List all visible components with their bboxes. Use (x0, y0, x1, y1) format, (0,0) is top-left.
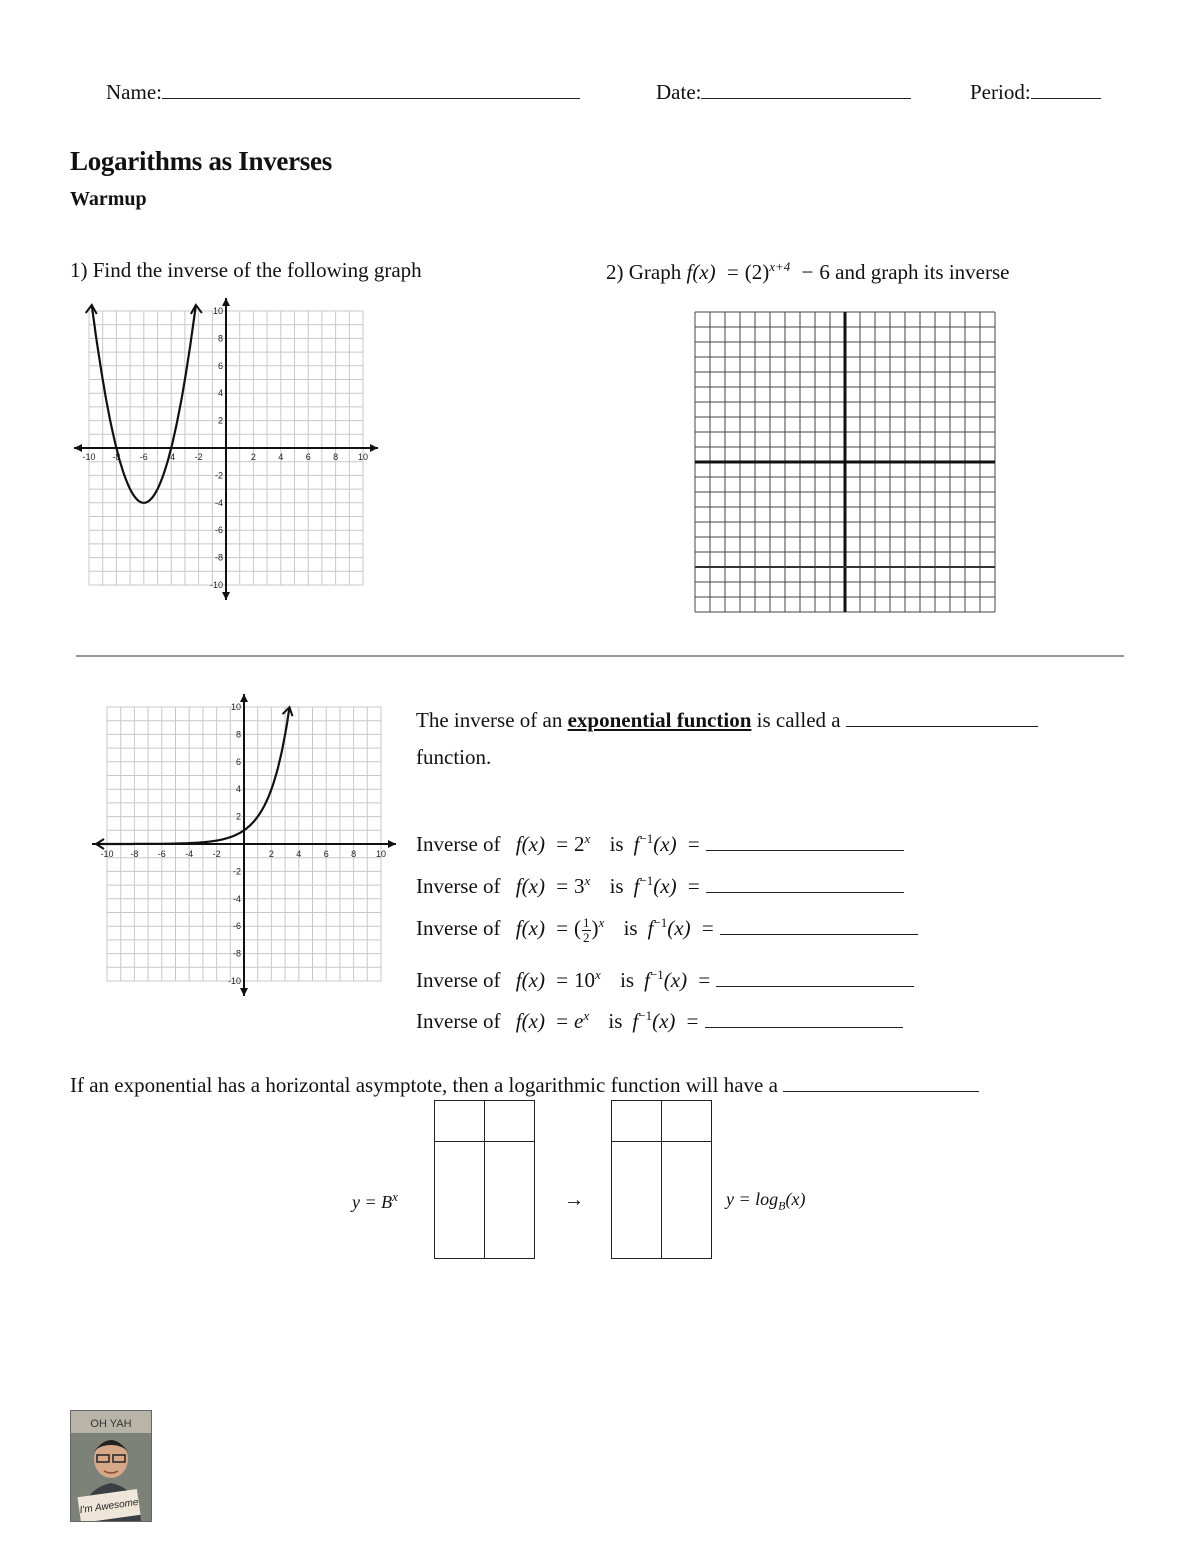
x-tick-label: -4 (167, 452, 176, 462)
y-tick-label: 6 (217, 360, 223, 371)
q2-prompt (606, 260, 1010, 283)
table-header-divider (612, 1141, 711, 1142)
log-table-label (726, 1190, 805, 1212)
fraction-denominator: 2 (583, 929, 590, 945)
y-tick-label: -4 (232, 893, 241, 904)
y-tick-label: 10 (230, 702, 241, 712)
log-table[interactable] (611, 1100, 712, 1259)
row-finv: f (633, 832, 640, 857)
row-is: is (609, 832, 624, 857)
row-eq2: = (687, 832, 700, 857)
row-fraction (582, 916, 591, 944)
date-label: Date: (656, 80, 702, 105)
q2-grid (695, 312, 995, 612)
row-answer-blank[interactable] (705, 1005, 903, 1028)
exp-label-text: y = B (352, 1192, 393, 1212)
row-base: 10 (574, 968, 596, 993)
asymptote-blank[interactable] (783, 1069, 979, 1092)
x-tick-label: 2 (268, 849, 274, 859)
page-title: Logarithms as Inverses (70, 146, 332, 176)
row-paren-close: ) (591, 916, 599, 941)
page-subtitle: Warmup (70, 188, 147, 210)
row-exp: x (584, 831, 591, 847)
row-finv: f (633, 874, 640, 899)
q1-prompt: 1) Find the inverse of the following graph (70, 258, 422, 282)
inverse-statement (416, 704, 1038, 731)
name-blank[interactable] (162, 76, 580, 99)
log-label-base: B (778, 1198, 786, 1213)
row-lead: Inverse of (416, 1009, 501, 1034)
row-eq: = (556, 916, 569, 941)
row-finv-arg: (x) (663, 968, 688, 993)
y-tick-label: 10 (212, 306, 223, 316)
row-fx: f(x) (515, 832, 545, 857)
x-tick-label: 6 (305, 452, 311, 462)
inverse-row (416, 828, 904, 855)
q1-graph (70, 292, 385, 604)
row-answer-blank[interactable] (706, 828, 904, 851)
stmt-start: The inverse of an (416, 708, 563, 733)
log-label-start: y = log (726, 1189, 779, 1209)
row-fx: f(x) (515, 916, 545, 941)
row-exp: x (583, 1008, 590, 1024)
x-tick-label: -4 (185, 849, 194, 859)
x-tick-label: -2 (212, 849, 221, 859)
row-finv: f (644, 968, 650, 993)
row-answer-blank[interactable] (716, 964, 914, 987)
section-divider (76, 655, 1124, 657)
stmt-end: is called a (756, 708, 841, 733)
x-tick-label: -2 (194, 452, 203, 462)
name-field[interactable] (106, 76, 580, 103)
photo-illustration (71, 1411, 151, 1521)
x-tick-label: -8 (130, 849, 139, 859)
inverse-row (416, 912, 918, 944)
x-tick-label: -10 (82, 452, 96, 462)
row-paren-open: ( (574, 916, 582, 941)
row-finv-arg: (x) (667, 916, 691, 941)
y-tick-label: -2 (214, 470, 223, 481)
y-tick-label: -6 (214, 525, 223, 536)
inverse-row (416, 870, 904, 897)
y-tick-label: -8 (232, 948, 241, 959)
row-finv-arg: (x) (652, 1009, 676, 1034)
exp-table[interactable] (434, 1100, 535, 1259)
row-base: 2 (574, 832, 585, 857)
row-is: is (620, 968, 635, 993)
x-tick-label: 6 (323, 849, 329, 859)
row-finv-exp: −1 (639, 873, 654, 889)
q2-blank-graph[interactable] (694, 311, 996, 613)
row-is: is (623, 916, 638, 941)
q2-fx: f(x) (686, 260, 716, 284)
stmt-emphasis: exponential function (567, 708, 752, 733)
y-tick-label: 8 (235, 729, 241, 740)
y-tick-label: 4 (217, 388, 223, 399)
x-tick-label: -8 (112, 452, 121, 462)
row-base: e (574, 1009, 584, 1034)
date-blank[interactable] (701, 76, 911, 99)
q2-equals: = (726, 260, 739, 284)
x-tick-label: 2 (250, 452, 256, 462)
row-finv-exp: −1 (638, 1008, 653, 1024)
row-fx: f(x) (515, 968, 545, 993)
x-tick-label: 10 (375, 849, 387, 859)
row-finv: f (632, 1009, 639, 1034)
period-label: Period: (970, 80, 1031, 105)
stmt-blank[interactable] (846, 704, 1038, 727)
y-tick-label: 2 (217, 415, 223, 426)
photo-top-text: OH YAH (90, 1418, 132, 1430)
student-photo (70, 1410, 152, 1522)
arrow-symbol: → (564, 1189, 584, 1211)
row-eq: = (556, 832, 569, 857)
period-blank[interactable] (1031, 76, 1101, 99)
asymptote-text: If an exponential has a horizontal asymptote, then a logarithmic function will have a (70, 1073, 778, 1098)
row-finv-exp: −1 (639, 831, 654, 847)
row-exp: x (584, 873, 591, 889)
row-answer-blank[interactable] (706, 870, 904, 893)
exp-curve (96, 709, 289, 844)
q2-base: (2) (744, 260, 770, 284)
row-eq2: = (686, 1009, 699, 1034)
row-finv-arg: (x) (653, 832, 677, 857)
row-finv-exp: −1 (653, 915, 668, 931)
row-lead: Inverse of (416, 916, 501, 941)
inverse-row (416, 1005, 903, 1032)
row-is: is (609, 874, 624, 899)
fraction-numerator: 1 (583, 915, 590, 931)
row-finv-exp: −1 (649, 967, 664, 983)
exp-table-label (352, 1190, 398, 1211)
inverse-row (416, 964, 914, 991)
y-tick-label: -8 (214, 552, 223, 563)
row-lead: Inverse of (416, 874, 501, 899)
row-eq2: = (698, 968, 711, 993)
q2-minus: − (801, 260, 814, 284)
row-eq: = (556, 968, 569, 993)
q2-exponent: x+4 (769, 259, 791, 274)
date-field[interactable] (656, 76, 911, 103)
row-fx: f(x) (515, 1009, 545, 1034)
asymptote-statement (70, 1069, 979, 1096)
table-col-divider (484, 1101, 485, 1258)
row-answer-blank[interactable] (720, 912, 918, 935)
q2-prompt-start: 2) Graph (606, 260, 682, 284)
period-field[interactable] (970, 76, 1101, 103)
table-col-divider (661, 1101, 662, 1258)
y-tick-label: -6 (232, 921, 241, 932)
exp-graph (88, 690, 400, 1000)
y-tick-label: -10 (209, 580, 223, 590)
photo-sign-text: I'm Awesome (79, 1496, 140, 1517)
x-tick-label: 10 (357, 452, 369, 462)
y-tick-label: 6 (235, 756, 241, 767)
table-header-divider (435, 1141, 534, 1142)
row-is: is (608, 1009, 623, 1034)
row-finv: f (647, 916, 654, 941)
log-label-end: (x) (785, 1189, 806, 1209)
row-lead: Inverse of (416, 832, 501, 857)
row-exp: x (595, 967, 601, 983)
name-label: Name: (106, 80, 162, 105)
y-tick-label: -2 (232, 866, 241, 877)
row-eq: = (556, 1009, 569, 1034)
y-tick-label: -10 (227, 976, 241, 986)
row-lead: Inverse of (416, 968, 501, 993)
y-tick-label: 8 (217, 333, 223, 344)
row-finv-arg: (x) (653, 874, 677, 899)
y-tick-label: -4 (214, 497, 223, 508)
x-tick-label: 4 (296, 849, 302, 859)
x-tick-label: -10 (100, 849, 114, 859)
row-fx: f(x) (515, 874, 545, 899)
row-eq2: = (701, 916, 714, 941)
x-tick-label: 8 (351, 849, 357, 859)
y-tick-label: 4 (235, 784, 241, 795)
row-exp: x (598, 915, 605, 931)
x-tick-label: -6 (139, 452, 148, 462)
exp-label-exponent: x (392, 1189, 398, 1204)
exp-curve-arrows (96, 707, 292, 849)
row-base: 3 (574, 874, 585, 899)
y-tick-label: 2 (235, 811, 241, 822)
x-tick-label: -6 (157, 849, 166, 859)
x-tick-label: 4 (278, 452, 284, 462)
q2-rest: 6 and graph its inverse (819, 260, 1010, 284)
stmt-line2: function. (416, 745, 492, 769)
x-tick-label: 8 (333, 452, 339, 462)
row-eq: = (556, 874, 569, 899)
row-eq2: = (687, 874, 700, 899)
